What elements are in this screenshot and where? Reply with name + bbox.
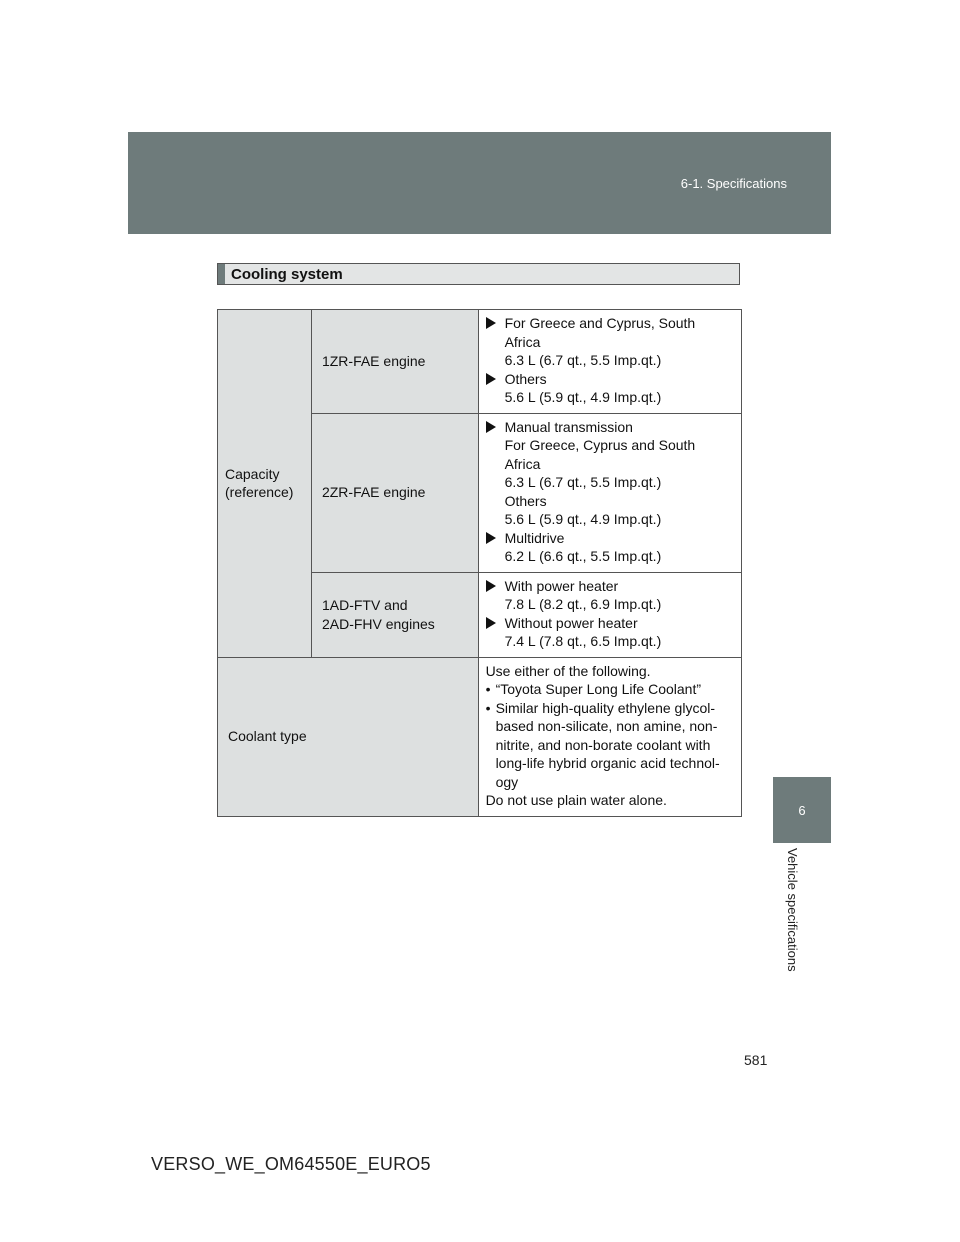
capacity-value-cell [478, 572, 741, 657]
list-item [486, 680, 734, 699]
engine-label: 2ZR-FAE engine [321, 484, 426, 501]
sub-value: 6.3 L (6.7 qt., 5.5 Imp.qt.) [504, 474, 662, 490]
coolant-option-line: nitrite, and non-borate coolant with [495, 736, 711, 753]
capacity-value-cell [478, 310, 741, 414]
engine-label: 2AD-FHV engines [321, 615, 435, 632]
bullet-value: 6.2 L (6.6 qt., 5.5 Imp.qt.) [504, 548, 662, 564]
bullet-value: 5.6 L (5.9 qt., 4.9 Imp.qt.) [504, 389, 662, 405]
sub-label: For Greece, Cyprus and South [504, 437, 696, 453]
chapter-tab [773, 777, 831, 843]
chapter-label: Vehicle specifications [785, 848, 800, 972]
header-band [128, 132, 831, 234]
triangle-bullet-icon [486, 421, 496, 433]
coolant-label: Coolant type [228, 728, 307, 745]
coolant-option-line: long-life hybrid organic acid technol- [495, 755, 720, 771]
bullet-value: 7.8 L (8.2 qt., 6.9 Imp.qt.) [504, 596, 662, 612]
list-item [486, 418, 734, 529]
page-number: 581 [744, 1052, 768, 1068]
sub-label: Others [504, 492, 547, 509]
triangle-bullet-icon [486, 617, 496, 629]
title-bar-marker [218, 264, 225, 284]
triangle-bullet-icon [486, 317, 496, 329]
engine-label: 1AD-FTV and [321, 597, 408, 613]
sub-value: 5.6 L (5.9 qt., 4.9 Imp.qt.) [504, 511, 662, 527]
capacity-label-line: Capacity [225, 465, 280, 482]
coolant-option-line: Similar high-quality ethylene glycol- [495, 699, 715, 716]
section-breadcrumb: 6-1. Specifications [680, 176, 787, 191]
bullet-label: Multidrive [504, 529, 565, 546]
list-item [486, 699, 734, 792]
bullet-dot-icon: • [485, 681, 491, 697]
list-item [486, 577, 734, 614]
coolant-option-line: ogy [495, 773, 519, 790]
capacity-label-line: (reference) [225, 484, 294, 501]
engine-cell [311, 572, 478, 657]
bullet-label: With power heater [504, 577, 619, 594]
coolant-label-cell [218, 657, 479, 816]
bullet-label: For Greece and Cyprus, South [504, 315, 696, 331]
bullet-value: 7.4 L (7.8 qt., 6.5 Imp.qt.) [504, 633, 662, 649]
cooling-spec-table [217, 309, 742, 817]
bullet-label: Without power heater [504, 614, 638, 631]
bullet-label: Others [504, 370, 547, 387]
coolant-intro: Use either of the following. [485, 662, 651, 679]
section-title [217, 263, 740, 285]
list-item [486, 614, 734, 651]
coolant-value-cell [478, 657, 741, 816]
engine-label: 1ZR-FAE engine [321, 353, 426, 369]
capacity-value-cell [478, 413, 741, 572]
bullet-dot-icon: • [485, 699, 491, 716]
bullet-value: 6.3 L (6.7 qt., 5.5 Imp.qt.) [504, 352, 662, 368]
engine-cell [311, 413, 478, 572]
triangle-bullet-icon [486, 580, 496, 592]
document-code: VERSO_WE_OM64550E_EURO5 [151, 1154, 431, 1174]
bullet-label: Manual transmission [504, 418, 633, 435]
chapter-number: 6 [798, 802, 806, 818]
list-item [486, 370, 734, 407]
capacity-label-cell [218, 310, 312, 658]
engine-cell [311, 310, 478, 414]
table-row [218, 657, 742, 816]
list-item [486, 314, 734, 370]
table-row [218, 310, 742, 414]
triangle-bullet-icon [486, 373, 496, 385]
bullet-label: Africa [504, 333, 541, 350]
coolant-note: Do not use plain water alone. [485, 792, 667, 808]
list-item [486, 529, 734, 566]
coolant-option: “Toyota Super Long Life Coolant” [495, 681, 702, 697]
sub-label: Africa [504, 455, 541, 472]
coolant-option-line: based non-silicate, non amine, non- [495, 718, 718, 734]
section-title-text: Cooling system [231, 265, 343, 283]
triangle-bullet-icon [486, 532, 496, 544]
